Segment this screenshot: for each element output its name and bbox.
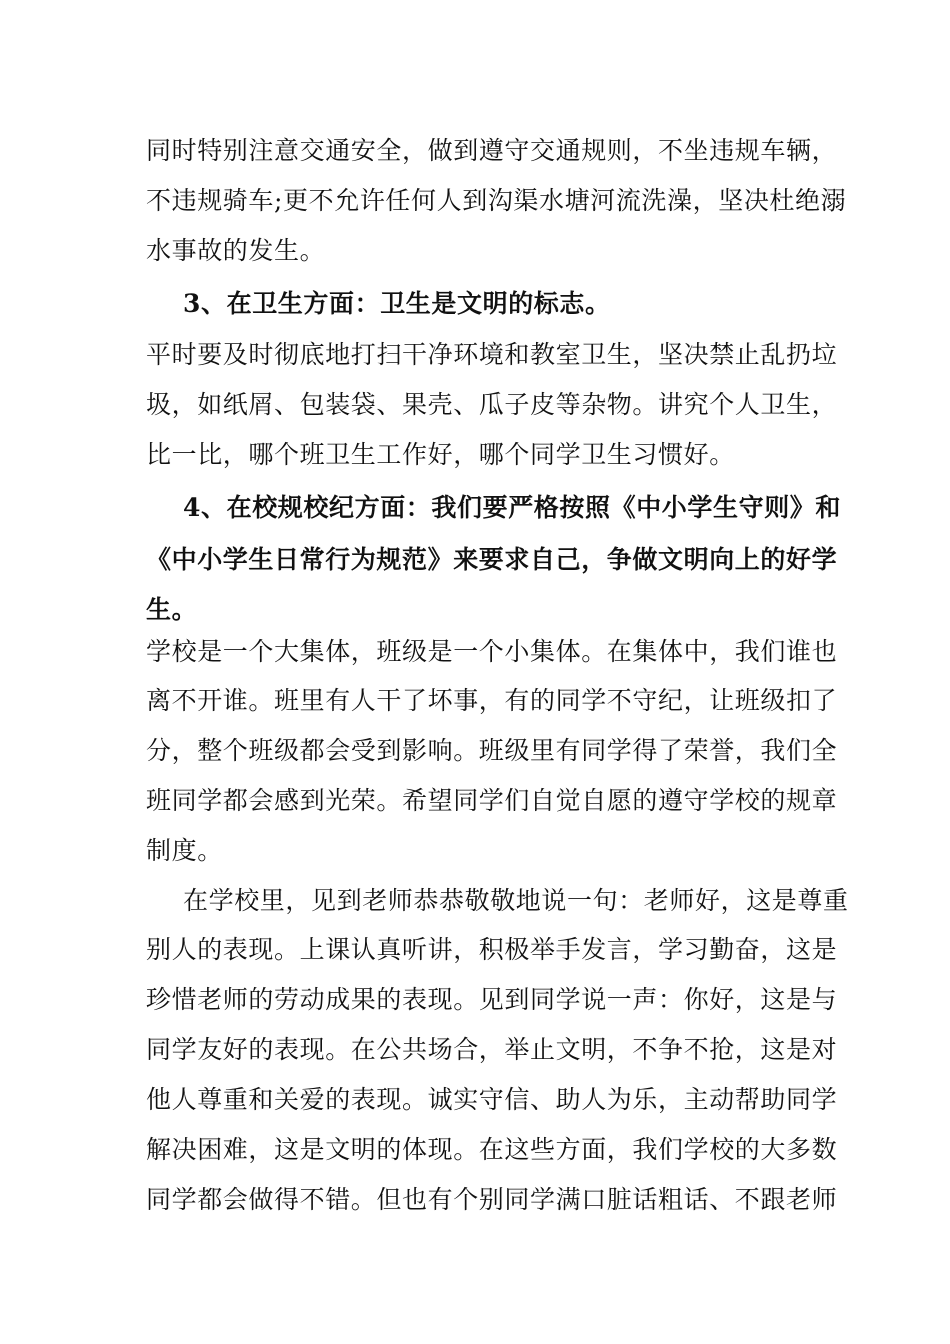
- section-heading-discipline: 4、在校规校纪方面：我们要严格按照《中小学生守则》和: [183, 493, 841, 522]
- paragraph-line: 同时特别注意交通安全，做到遵守交通规则，不坐违规车辆，: [146, 136, 838, 165]
- paragraph-line: 班同学都会感到光荣。希望同学们自觉自愿的遵守学校的规章: [146, 786, 838, 815]
- paragraph-line: 别人的表现。上课认真听讲，积极举手发言，学习勤奋，这是: [146, 935, 838, 964]
- paragraph-line: 平时要及时彻底地打扫干净环境和教室卫生，坚决禁止乱扔垃: [146, 340, 838, 369]
- paragraph-line: 制度。: [146, 836, 223, 865]
- paragraph-line: 在学校里，见到老师恭恭敬敬地说一句：老师好，这是尊重: [183, 886, 849, 915]
- paragraph-line: 同学都会做得不错。但也有个别同学满口脏话粗话、不跟老师: [146, 1185, 838, 1214]
- paragraph-line: 学校是一个大集体，班级是一个小集体。在集体中，我们谁也: [146, 637, 838, 666]
- paragraph-line: 同学友好的表现。在公共场合，举止文明，不争不抢，这是对: [146, 1035, 838, 1064]
- paragraph-line: 比一比，哪个班卫生工作好，哪个同学卫生习惯好。: [146, 440, 735, 469]
- paragraph-line: 离不开谁。班里有人干了坏事，有的同学不守纪，让班级扣了: [146, 686, 838, 715]
- paragraph-line: 水事故的发生。: [146, 236, 326, 265]
- paragraph-line: 解决困难，这是文明的体现。在这些方面，我们学校的大多数: [146, 1135, 838, 1164]
- section-heading-discipline-cont: 《中小学生日常行为规范》来要求自己，争做文明向上的好学: [146, 545, 838, 574]
- paragraph-line: 不违规骑车;更不允许任何人到沟渠水塘河流洗澡，坚决杜绝溺: [146, 186, 847, 215]
- paragraph-line: 圾，如纸屑、包装袋、果壳、瓜子皮等杂物。讲究个人卫生，: [146, 390, 838, 419]
- paragraph-line: 分，整个班级都会受到影响。班级里有同学得了荣誉，我们全: [146, 736, 838, 765]
- section-heading-discipline-cont: 生。: [146, 595, 198, 624]
- paragraph-line: 他人尊重和关爱的表现。诚实守信、助人为乐，主动帮助同学: [146, 1085, 838, 1114]
- section-heading-hygiene: 3、在卫生方面：卫生是文明的标志。: [183, 289, 611, 318]
- paragraph-line: 珍惜老师的劳动成果的表现。见到同学说一声：你好，这是与: [146, 985, 838, 1014]
